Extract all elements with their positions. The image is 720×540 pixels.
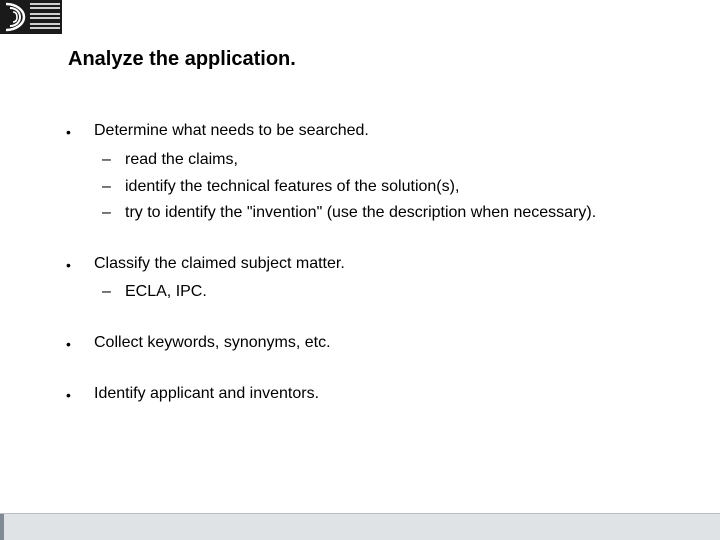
sub-bullet-marker: –: [102, 283, 111, 300]
bullet-text: Identify applicant and inventors.: [94, 385, 320, 402]
sub-bullet-text: read the claims,: [125, 151, 238, 168]
slide-title: Analyze the application.: [68, 48, 296, 70]
bullet-marker: •: [66, 124, 71, 140]
bullet-marker: •: [66, 336, 71, 352]
sub-bullet-marker: –: [102, 178, 111, 195]
bullet-marker: •: [66, 257, 71, 273]
bullet-text: Classify the claimed subject matter.: [94, 255, 345, 272]
epo-logo: [0, 0, 62, 34]
sub-bullet-text: ECLA, IPC.: [125, 283, 207, 300]
bullet-text: Collect keywords, synonyms, etc.: [94, 334, 331, 351]
bullet-text: Determine what needs to be searched.: [94, 122, 369, 139]
bullet-marker: •: [66, 387, 71, 403]
sub-bullet-text: identify the technical features of the solution(s),: [125, 178, 460, 195]
sub-bullet-text: try to identify the "invention" (use the description when necessary).: [125, 204, 597, 221]
footer-bar: [0, 513, 720, 540]
footer-accent: [0, 514, 4, 540]
logo-text-lines: [30, 3, 60, 31]
epo-logo-icon: [2, 2, 28, 32]
sub-bullet-marker: –: [102, 151, 111, 168]
sub-bullet-marker: –: [102, 204, 111, 221]
